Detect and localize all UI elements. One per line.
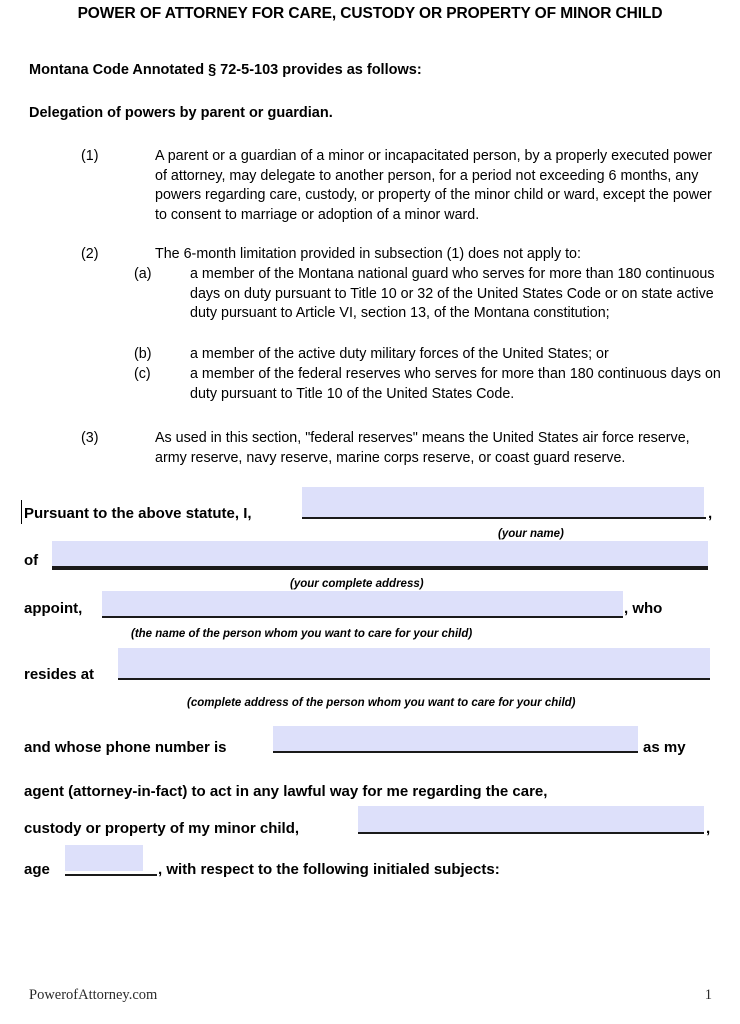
- appointee-phone-input[interactable]: [273, 726, 638, 752]
- footer-brand: PowerofAttorney.com: [29, 987, 158, 1003]
- your-address-input[interactable]: [52, 541, 708, 568]
- phone-as-my-label: as my: [643, 739, 686, 756]
- subclause-a-text: a member of the Montana national guard who serves for more than 180 continuous days on duty pursuant to Title 10 or 32 of the United States Code or on state active duty pursuant to Article VI, section 13, of the Montana constitution;: [190, 266, 715, 322]
- agent-clause-label: agent (attorney-in-fact) to act in any lawful way for me regarding the care,: [24, 783, 548, 800]
- subclause-b-marker: (b): [134, 346, 152, 362]
- of-label: of: [24, 552, 39, 569]
- minor-child-name-input[interactable]: [358, 806, 704, 833]
- appointee-name-rule: [102, 616, 623, 618]
- age-label: age: [24, 861, 50, 878]
- appointee-address-input[interactable]: [118, 648, 710, 679]
- caption-appointee-address: (complete address of the person whom you want to care for your child): [187, 697, 576, 709]
- subclause-c-marker: (c): [134, 366, 151, 382]
- caption-your-address: (your complete address): [290, 578, 424, 590]
- your-name-rule: [302, 517, 706, 519]
- subclause-a-marker: (a): [134, 266, 152, 282]
- statute-subclause-a: [134, 265, 724, 324]
- appointee-phone-rule: [273, 751, 638, 753]
- clause-2-text: The 6-month limitation provided in subsection (1) does not apply to:: [155, 246, 581, 262]
- appoint-who-label: , who: [624, 600, 663, 617]
- subclause-c-text: a member of the federal reserves who serves for more than 180 continuous days on duty pursuant to Title 10 of the United States Code.: [190, 366, 721, 402]
- subclause-b-text: a member of the active duty military forces of the United States; or: [190, 346, 609, 362]
- statute-subtitle: Delegation of powers by parent or guardian.: [29, 105, 333, 121]
- custody-comma: ,: [706, 820, 711, 837]
- minor-child-age-input[interactable]: [65, 845, 143, 871]
- caption-appointee-name: (the name of the person whom you want to care for your child): [131, 628, 473, 640]
- statute-clause-2: [81, 245, 721, 265]
- pursuant-comma: ,: [708, 505, 713, 522]
- age-suffix-label: , with respect to the following initialed subjects:: [158, 861, 500, 878]
- custody-property-label: custody or property of my minor child,: [24, 820, 300, 837]
- clause-1-text: A parent or a guardian of a minor or incapacitated person, by a properly executed power of attorney, may delegate to another person, for a period not exceeding 6 months, any powers regarding care, custody, or property of the minor child or ward, except the power to consent to marriage or adoption of a minor ward.: [155, 148, 713, 223]
- resides-at-label: resides at: [24, 666, 95, 683]
- clause-3-marker: (3): [81, 430, 99, 446]
- clause-3-text: As used in this section, "federal reserves" means the United States air force reserve, army reserve, navy reserve, marine corps reserve, or coast guard reserve.: [155, 430, 690, 466]
- phone-number-label: and whose phone number is: [24, 739, 227, 756]
- your-address-rule-lower: [52, 566, 708, 567]
- minor-child-name-rule: [358, 832, 704, 834]
- text-caret: [21, 500, 22, 524]
- appointee-address-rule: [118, 678, 710, 680]
- pursuant-label: Pursuant to the above statute, I,: [24, 505, 252, 522]
- caption-your-name: (your name): [498, 528, 564, 540]
- statute-subclause-c: [134, 365, 724, 404]
- clause-1-marker: (1): [81, 148, 99, 164]
- footer-page-number: 1: [704, 987, 712, 1003]
- statute-citation: Montana Code Annotated § 72-5-103 provides as follows:: [29, 62, 422, 78]
- page-title: POWER OF ATTORNEY FOR CARE, CUSTODY OR PROPERTY OF MINOR CHILD: [77, 5, 663, 22]
- appointee-name-input[interactable]: [102, 591, 623, 617]
- statute-clause-1: [81, 147, 721, 225]
- minor-child-age-rule: [65, 874, 157, 876]
- your-name-input[interactable]: [302, 487, 704, 518]
- statute-clause-3: [81, 429, 721, 468]
- appoint-label: appoint,: [24, 600, 83, 617]
- statute-subclause-b: [134, 345, 724, 365]
- clause-2-marker: (2): [81, 246, 99, 262]
